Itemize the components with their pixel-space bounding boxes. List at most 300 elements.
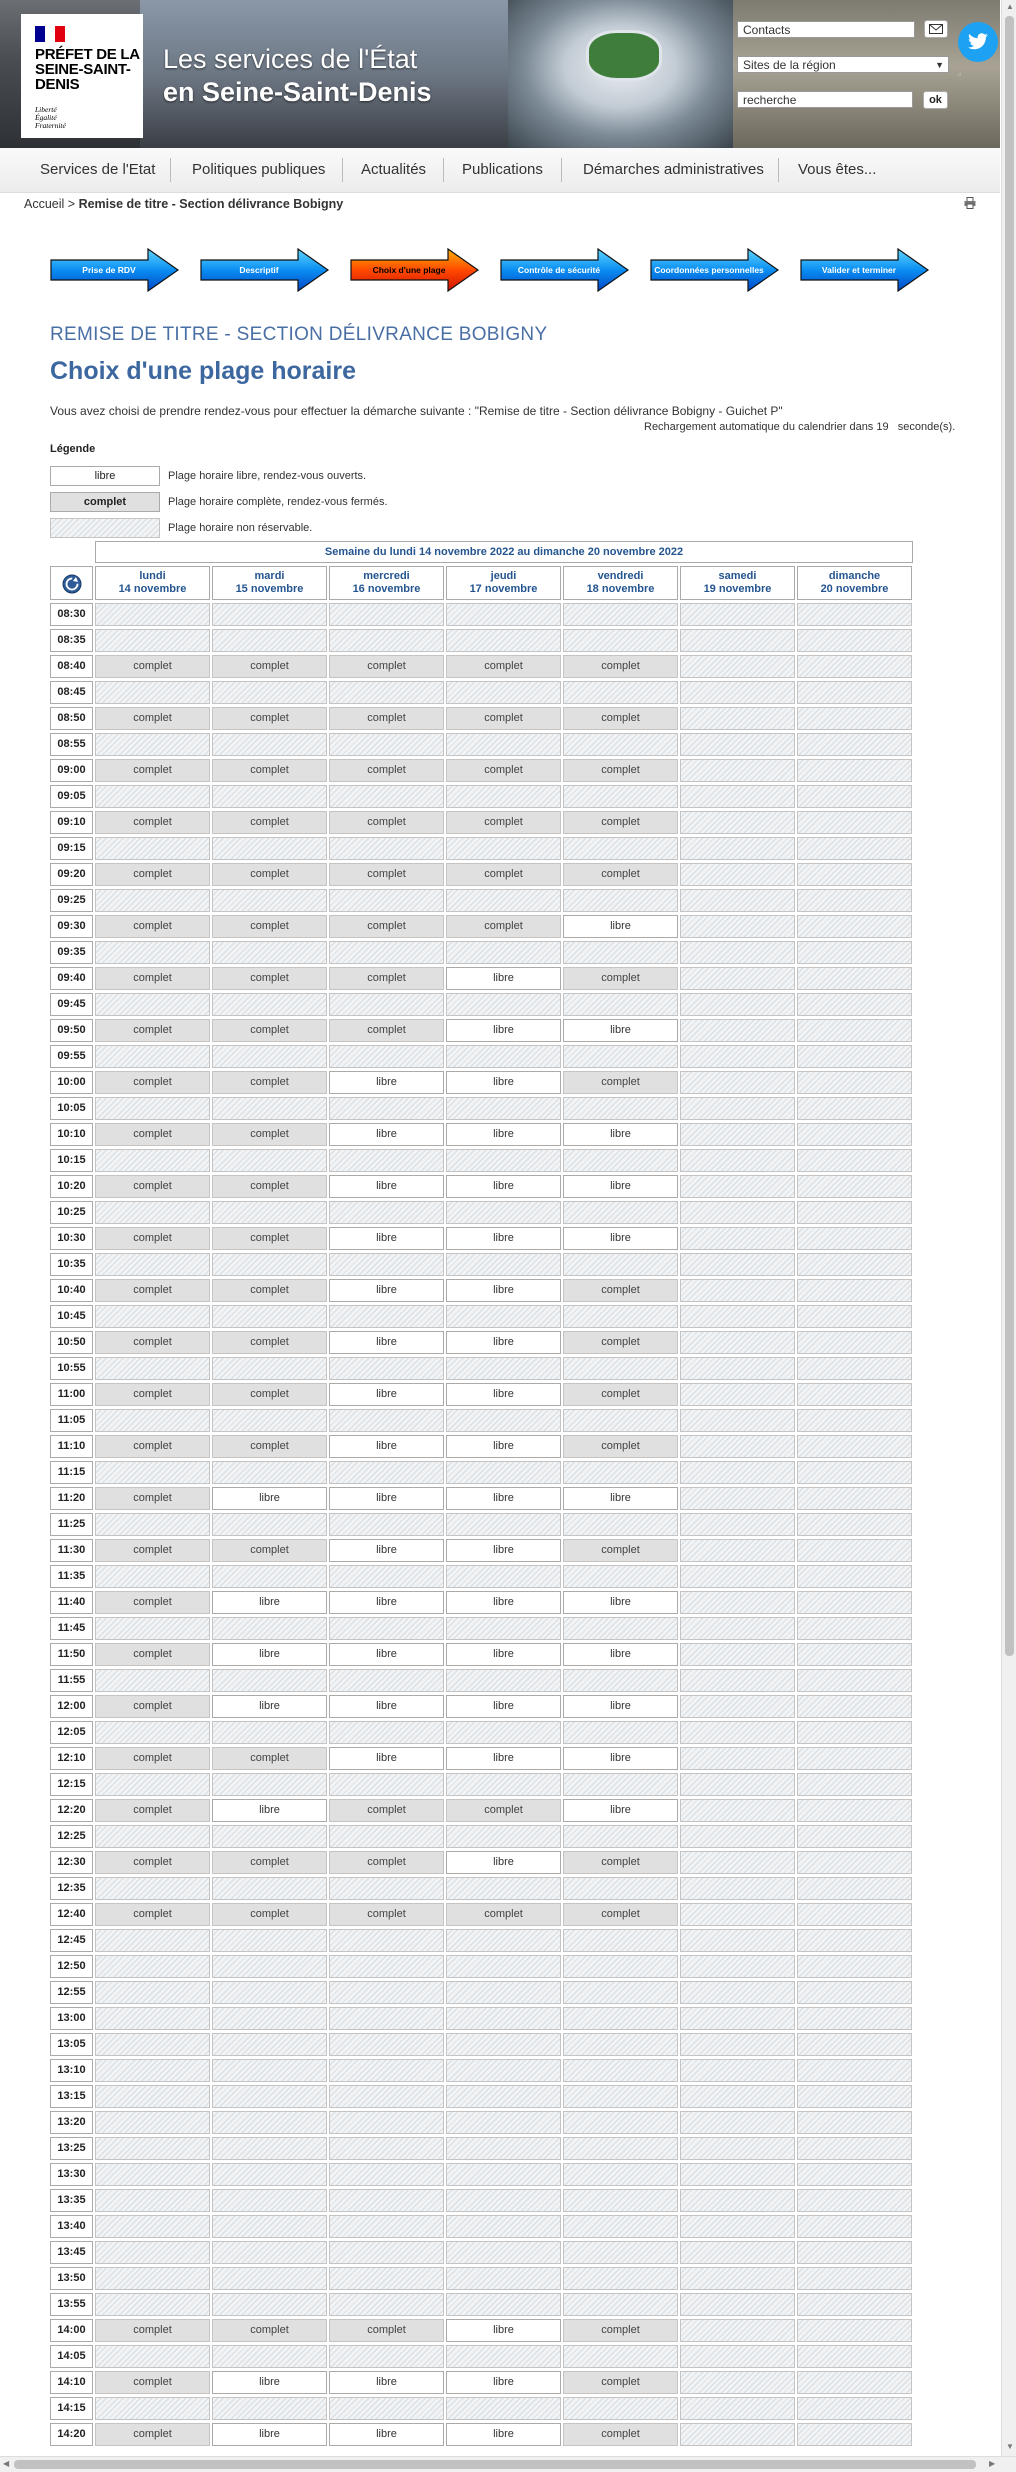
reload-seconds: 19 (876, 421, 889, 433)
slot-non-reservable (563, 2267, 678, 2290)
slot-non-reservable (563, 1357, 678, 1380)
slot-non-reservable (680, 2293, 795, 2316)
slot-time: 13:05 (50, 2033, 93, 2056)
slot-complet: complet (212, 1071, 327, 1094)
slot-non-reservable (680, 1903, 795, 1926)
slot-non-reservable (329, 889, 444, 912)
table-row (50, 2397, 913, 2423)
slot-non-reservable (563, 1617, 678, 1640)
table-row (50, 1643, 913, 1669)
table-row (50, 1799, 913, 1825)
slot-complet: complet (563, 811, 678, 834)
slot-non-reservable (212, 837, 327, 860)
main-navigation (0, 148, 1000, 193)
slot-non-reservable (212, 629, 327, 652)
slot-time: 12:10 (50, 1747, 93, 1770)
slot-non-reservable (563, 2059, 678, 2082)
slot-libre[interactable]: libre (212, 1643, 327, 1666)
slot-non-reservable (446, 993, 561, 1016)
slot-non-reservable (446, 681, 561, 704)
slot-non-reservable (563, 2215, 678, 2238)
slot-complet: complet (446, 915, 561, 938)
slot-non-reservable (680, 1123, 795, 1146)
nav-services-etat[interactable]: Services de l'Etat (40, 161, 156, 178)
slot-time: 09:30 (50, 915, 93, 938)
slot-non-reservable (797, 1669, 912, 1692)
slot-non-reservable (797, 863, 912, 886)
slot-non-reservable (95, 2397, 210, 2420)
step-label: Prise de RDV (82, 265, 136, 275)
slot-libre[interactable]: libre (446, 967, 561, 990)
table-row (50, 2319, 913, 2345)
slot-non-reservable (446, 941, 561, 964)
slot-libre[interactable]: libre (563, 1643, 678, 1666)
slot-non-reservable (95, 2059, 210, 2082)
slot-non-reservable (797, 1253, 912, 1276)
slot-non-reservable (212, 1409, 327, 1432)
slot-non-reservable (563, 733, 678, 756)
slot-libre[interactable]: libre (446, 1175, 561, 1198)
slot-libre[interactable]: libre (212, 1695, 327, 1718)
slot-non-reservable (212, 2397, 327, 2420)
slot-libre[interactable]: libre (446, 1279, 561, 1302)
table-row (50, 1383, 913, 1409)
nav-publications[interactable]: Publications (462, 161, 543, 178)
slot-complet: complet (212, 1227, 327, 1250)
slot-complet: complet (563, 1279, 678, 1302)
slot-non-reservable (797, 2033, 912, 2056)
slot-non-reservable (446, 2215, 561, 2238)
slot-non-reservable (95, 993, 210, 1016)
slot-non-reservable (563, 1981, 678, 2004)
slot-non-reservable (680, 2371, 795, 2394)
slot-libre[interactable]: libre (446, 1383, 561, 1406)
slot-non-reservable (446, 2007, 561, 2030)
slot-non-reservable (563, 1955, 678, 1978)
slot-time: 14:00 (50, 2319, 93, 2342)
slot-non-reservable (329, 2267, 444, 2290)
slot-non-reservable (680, 1409, 795, 1432)
slot-libre[interactable]: libre (563, 1175, 678, 1198)
slot-non-reservable (680, 1227, 795, 1250)
slot-non-reservable (797, 1045, 912, 1068)
slot-non-reservable (212, 2163, 327, 2186)
print-icon[interactable] (964, 196, 976, 208)
horizontal-scrollbar-thumb[interactable] (14, 2460, 976, 2469)
slot-non-reservable (212, 2085, 327, 2108)
slot-non-reservable (329, 2293, 444, 2316)
slot-libre[interactable]: libre (446, 1539, 561, 1562)
slot-non-reservable (446, 1929, 561, 1952)
slot-complet: complet (95, 1019, 210, 1042)
slot-complet: complet (212, 1851, 327, 1874)
slot-non-reservable (212, 1877, 327, 1900)
slot-libre[interactable]: libre (212, 1799, 327, 1822)
search-ok-button[interactable]: ok (923, 91, 948, 109)
step-3[interactable] (350, 248, 480, 292)
slot-non-reservable (446, 733, 561, 756)
slot-non-reservable (212, 2215, 327, 2238)
slot-non-reservable (563, 1669, 678, 1692)
slot-non-reservable (212, 2189, 327, 2212)
slot-complet: complet (329, 915, 444, 938)
day-header-samedi: samedi 19 novembre (680, 566, 795, 600)
slot-non-reservable (212, 1617, 327, 1640)
slot-non-reservable (446, 1513, 561, 1536)
nav-actualites[interactable]: Actualités (361, 161, 427, 178)
slot-complet: complet (95, 1695, 210, 1718)
slot-non-reservable (95, 1825, 210, 1848)
slot-non-reservable (680, 2137, 795, 2160)
table-row (50, 1747, 913, 1773)
table-row (50, 863, 913, 889)
slot-non-reservable (329, 603, 444, 626)
slot-non-reservable (680, 707, 795, 730)
vertical-scrollbar[interactable]: ▲ ▼ (1001, 0, 1016, 2456)
slot-non-reservable (329, 2137, 444, 2160)
table-row (50, 1149, 913, 1175)
intro-text: Vous avez choisi de prendre rendez-vous pour effectuer la démarche suivante : "Remise de titre - Section délivrance Bobigny - Guichet P" (50, 404, 783, 418)
slot-time: 12:15 (50, 1773, 93, 1796)
slot-non-reservable (680, 1279, 795, 1302)
refresh-icon[interactable] (62, 574, 82, 594)
logo-motto: Liberté Égalité Fraternité (35, 105, 66, 130)
slot-non-reservable (680, 1175, 795, 1198)
slot-complet: complet (95, 1539, 210, 1562)
slot-non-reservable (95, 2293, 210, 2316)
slot-time: 12:20 (50, 1799, 93, 1822)
slot-non-reservable (680, 1617, 795, 1640)
slot-time: 09:55 (50, 1045, 93, 1068)
slot-libre[interactable]: libre (212, 1591, 327, 1614)
slot-libre[interactable]: libre (329, 1435, 444, 1458)
slot-libre[interactable]: libre (446, 1227, 561, 1250)
slot-non-reservable (446, 1565, 561, 1588)
slot-non-reservable (329, 1097, 444, 1120)
slot-non-reservable (212, 1565, 327, 1588)
slot-non-reservable (680, 1695, 795, 1718)
table-row (50, 2345, 913, 2371)
slot-time: 10:10 (50, 1123, 93, 1146)
slot-non-reservable (212, 1097, 327, 1120)
slot-non-reservable (329, 1305, 444, 1328)
slot-libre[interactable]: libre (563, 1123, 678, 1146)
slot-complet: complet (563, 1435, 678, 1458)
site-title-line2: en Seine-Saint-Denis (163, 77, 432, 107)
slot-non-reservable (446, 1045, 561, 1068)
slot-libre[interactable]: libre (563, 1747, 678, 1770)
slot-non-reservable (680, 2007, 795, 2030)
slot-non-reservable (95, 1877, 210, 1900)
slot-non-reservable (563, 1877, 678, 1900)
slot-non-reservable (212, 2111, 327, 2134)
slot-libre[interactable]: libre (329, 1747, 444, 1770)
slot-non-reservable (563, 2085, 678, 2108)
slot-libre[interactable]: libre (446, 1331, 561, 1354)
slot-non-reservable (797, 1825, 912, 1848)
slot-libre[interactable]: libre (329, 1175, 444, 1198)
slot-non-reservable (797, 2085, 912, 2108)
nav-politiques-publiques[interactable]: Politiques publiques (192, 161, 326, 178)
table-row (50, 1435, 913, 1461)
slot-time: 11:35 (50, 1565, 93, 1588)
slot-complet: complet (563, 1071, 678, 1094)
slot-libre[interactable]: libre (446, 1123, 561, 1146)
slot-libre[interactable]: libre (563, 1695, 678, 1718)
step-1[interactable] (50, 248, 180, 292)
slot-non-reservable (212, 681, 327, 704)
table-row (50, 1903, 913, 1929)
slot-libre[interactable]: libre (212, 1487, 327, 1510)
slot-libre[interactable]: libre (329, 2371, 444, 2394)
slot-non-reservable (212, 1045, 327, 1068)
slot-non-reservable (329, 2163, 444, 2186)
slot-libre[interactable]: libre (563, 1799, 678, 1822)
slot-libre[interactable]: libre (446, 1695, 561, 1718)
slot-non-reservable (797, 889, 912, 912)
slot-non-reservable (797, 707, 912, 730)
slot-libre[interactable]: libre (563, 1591, 678, 1614)
twitter-icon[interactable] (958, 22, 998, 62)
step-label: Choix d'une plage (372, 265, 446, 275)
day-header-lundi: lundi 14 novembre (95, 566, 210, 600)
slot-libre[interactable]: libre (446, 2423, 561, 2446)
slot-libre[interactable]: libre (446, 2371, 561, 2394)
slot-complet: complet (212, 1903, 327, 1926)
slot-time: 13:20 (50, 2111, 93, 2134)
slot-non-reservable (563, 785, 678, 808)
slot-libre[interactable]: libre (563, 1019, 678, 1042)
step-label: Descriptif (239, 265, 279, 275)
slot-non-reservable (446, 1305, 561, 1328)
slot-non-reservable (95, 1565, 210, 1588)
slot-time: 12:55 (50, 1981, 93, 2004)
table-row (50, 1487, 913, 1513)
slot-non-reservable (797, 837, 912, 860)
slot-non-reservable (212, 1253, 327, 1276)
slot-time: 09:25 (50, 889, 93, 912)
slot-non-reservable (95, 1721, 210, 1744)
logo-prefet-text: PRÉFET DE LA SEINE-SAINT-DENIS (35, 46, 140, 93)
slot-non-reservable (329, 1955, 444, 1978)
slot-complet: complet (95, 1175, 210, 1198)
slot-non-reservable (212, 993, 327, 1016)
slot-time: 10:45 (50, 1305, 93, 1328)
slot-non-reservable (329, 2215, 444, 2238)
slot-complet: complet (95, 1227, 210, 1250)
slot-libre[interactable]: libre (329, 1071, 444, 1094)
slot-libre[interactable]: libre (563, 1227, 678, 1250)
step-label: Valider et terminer (821, 265, 897, 275)
refresh-cell (50, 566, 93, 600)
slot-libre[interactable]: libre (329, 1331, 444, 1354)
table-row (50, 707, 913, 733)
slot-libre[interactable]: libre (446, 1851, 561, 1874)
slot-complet: complet (95, 1851, 210, 1874)
slot-non-reservable (563, 2189, 678, 2212)
slot-non-reservable (329, 1721, 444, 1744)
slot-non-reservable (797, 1695, 912, 1718)
slot-libre[interactable]: libre (446, 1643, 561, 1666)
slot-libre[interactable]: libre (329, 1591, 444, 1614)
slot-libre[interactable]: libre (563, 915, 678, 938)
slot-complet: complet (212, 1747, 327, 1770)
breadcrumb-home[interactable]: Accueil (24, 197, 65, 211)
slot-non-reservable (212, 1305, 327, 1328)
slot-non-reservable (680, 2163, 795, 2186)
step-label: Coordonnées personnelles (654, 265, 764, 275)
table-row (50, 2215, 913, 2241)
slot-complet: complet (95, 1799, 210, 1822)
slot-complet: complet (563, 1851, 678, 1874)
slot-non-reservable (95, 1773, 210, 1796)
slot-non-reservable (446, 1955, 561, 1978)
slot-complet: complet (212, 1019, 327, 1042)
slot-non-reservable (95, 941, 210, 964)
slot-complet: complet (563, 759, 678, 782)
slot-non-reservable (797, 2423, 912, 2446)
slot-non-reservable (329, 1825, 444, 1848)
slot-non-reservable (680, 1019, 795, 1042)
slot-complet: complet (329, 1903, 444, 1926)
step-6[interactable] (800, 248, 930, 292)
slot-complet: complet (95, 2371, 210, 2394)
slot-libre[interactable]: libre (446, 1019, 561, 1042)
slot-libre[interactable]: libre (329, 1539, 444, 1562)
slot-libre[interactable]: libre (446, 1071, 561, 1094)
slot-libre[interactable]: libre (446, 1747, 561, 1770)
slot-complet: complet (329, 759, 444, 782)
slot-libre[interactable]: libre (329, 2423, 444, 2446)
slot-time: 13:30 (50, 2163, 93, 2186)
slot-time: 11:45 (50, 1617, 93, 1640)
slot-libre[interactable]: libre (446, 2319, 561, 2342)
slot-libre[interactable]: libre (329, 1383, 444, 1406)
slot-time: 12:45 (50, 1929, 93, 1952)
slot-libre[interactable]: libre (446, 1435, 561, 1458)
slot-non-reservable (95, 733, 210, 756)
slot-non-reservable (797, 1409, 912, 1432)
legend-libre-box: libre (50, 466, 160, 486)
table-row (50, 967, 913, 993)
slot-non-reservable (329, 993, 444, 1016)
slot-libre[interactable]: libre (563, 1487, 678, 1510)
slot-non-reservable (797, 2345, 912, 2368)
table-row (50, 1929, 913, 1955)
slot-non-reservable (797, 1461, 912, 1484)
slot-non-reservable (680, 1799, 795, 1822)
slot-complet: complet (446, 759, 561, 782)
table-row (50, 1539, 913, 1565)
slot-time: 11:55 (50, 1669, 93, 1692)
horizontal-scrollbar[interactable]: ◀ ▶ (0, 2456, 1016, 2472)
slot-complet: complet (563, 1383, 678, 1406)
slot-complet: complet (95, 759, 210, 782)
vertical-scrollbar-thumb[interactable] (1005, 16, 1014, 1656)
slot-non-reservable (797, 681, 912, 704)
slot-non-reservable (563, 2345, 678, 2368)
day-header-vendredi: vendredi 18 novembre (563, 566, 678, 600)
slot-non-reservable (680, 993, 795, 1016)
slot-non-reservable (329, 1357, 444, 1380)
slot-complet: complet (95, 1435, 210, 1458)
slot-non-reservable (329, 2111, 444, 2134)
legend-title: Légende (50, 443, 96, 455)
nav-demarches[interactable]: Démarches administratives (583, 161, 764, 178)
slot-non-reservable (95, 1409, 210, 1432)
slot-non-reservable (95, 1201, 210, 1224)
slot-libre[interactable]: libre (329, 1643, 444, 1666)
slot-complet: complet (446, 811, 561, 834)
site-title[interactable] (163, 43, 432, 109)
table-row (50, 1513, 913, 1539)
slot-non-reservable (212, 2033, 327, 2056)
slot-non-reservable (212, 1201, 327, 1224)
step-5[interactable] (650, 248, 780, 292)
table-row (50, 993, 913, 1019)
table-row (50, 1565, 913, 1591)
step-2[interactable] (200, 248, 330, 292)
slot-non-reservable (446, 1877, 561, 1900)
table-row (50, 759, 913, 785)
table-row (50, 1851, 913, 1877)
day-header-jeudi: jeudi 17 novembre (446, 566, 561, 600)
slot-libre[interactable]: libre (446, 1591, 561, 1614)
prefecture-logo[interactable] (21, 14, 143, 138)
region-sites-select[interactable]: Sites de la région ▼ (737, 56, 949, 73)
slot-time: 09:50 (50, 1019, 93, 1042)
days-header-row (50, 566, 913, 600)
slot-libre[interactable]: libre (329, 1279, 444, 1302)
slot-non-reservable (680, 759, 795, 782)
slot-time: 09:45 (50, 993, 93, 1016)
slot-non-reservable (680, 1045, 795, 1068)
slot-libre[interactable]: libre (329, 1695, 444, 1718)
slot-non-reservable (680, 2189, 795, 2212)
slot-complet: complet (563, 655, 678, 678)
slot-non-reservable (680, 2241, 795, 2264)
search-input[interactable]: recherche (737, 91, 913, 108)
slot-complet: complet (329, 1851, 444, 1874)
step-4[interactable] (500, 248, 630, 292)
slot-non-reservable (797, 1175, 912, 1198)
mail-icon[interactable] (924, 20, 948, 38)
slot-non-reservable (797, 1227, 912, 1250)
slot-non-reservable (212, 2137, 327, 2160)
slot-non-reservable (680, 2033, 795, 2056)
slot-libre[interactable]: libre (446, 1487, 561, 1510)
slot-time: 08:55 (50, 733, 93, 756)
slot-non-reservable (563, 1929, 678, 1952)
slot-non-reservable (797, 2111, 912, 2134)
slot-complet: complet (95, 1903, 210, 1926)
slot-time: 08:40 (50, 655, 93, 678)
contacts-select[interactable]: Contacts (737, 21, 915, 38)
slot-libre[interactable]: libre (212, 2371, 327, 2394)
slot-non-reservable (95, 629, 210, 652)
slot-libre[interactable]: libre (329, 1487, 444, 1510)
slot-complet: complet (329, 811, 444, 834)
slot-libre[interactable]: libre (329, 1123, 444, 1146)
slot-libre[interactable]: libre (329, 1227, 444, 1250)
nav-vous-etes[interactable]: Vous êtes... (798, 161, 877, 178)
slot-non-reservable (680, 1721, 795, 1744)
slot-libre[interactable]: libre (212, 2423, 327, 2446)
slot-non-reservable (797, 1773, 912, 1796)
slot-non-reservable (680, 2111, 795, 2134)
slot-complet: complet (212, 1123, 327, 1146)
table-row (50, 1877, 913, 1903)
